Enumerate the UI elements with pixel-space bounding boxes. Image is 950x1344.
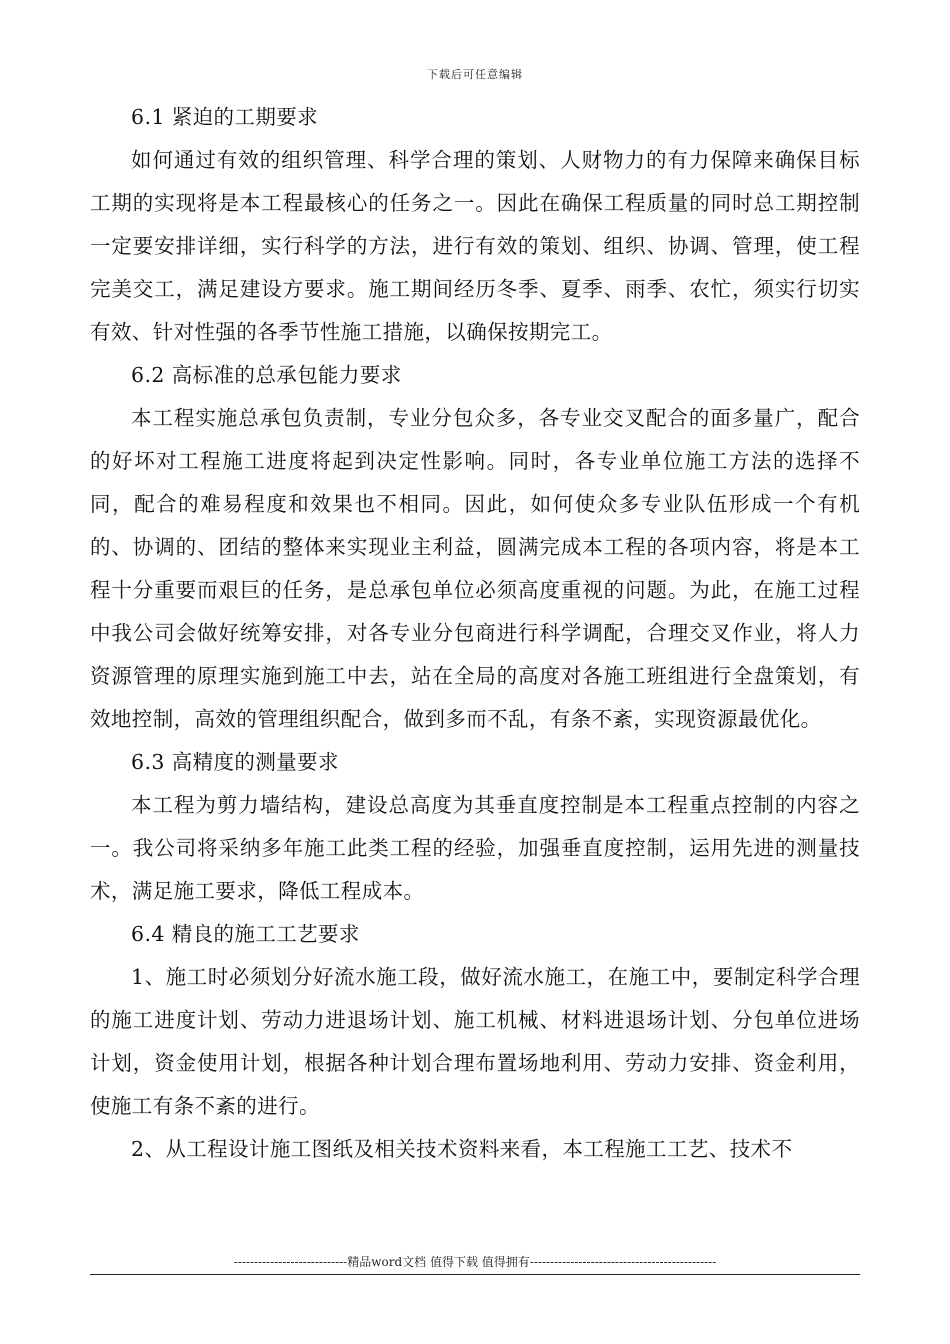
section-6-2-paragraph: 本工程实施总承包负责制，专业分包众多，各专业交叉配合的面多量广，配合的好坏对工程施工进度将起到决定性影响。同时，各专业单位施工方法的选择不同，配合的难易程度和效果也不相同。因此，如何使众多专业队伍形成一个有机的、协调的、团结的整体来实现业主利益，圆满完成本工程的各项内容，将是本工程十分重要而艰巨的任务，是总承包单位必须高度重视的问题。为此，在施工过程中我公司会做好统筹安排，对各专业分包商进行科学调配，合理交叉作业，将人力资源管理的原理实施到施工中去，站在全局的高度对各施工班组进行全盘策划，有效地控制，高效的管理组织配合，做到多而不乱，有条不紊，实现资源最优化。: [90, 406, 860, 731]
section-heading-6-2: 6.2 高标准的总承包能力要求: [131, 363, 402, 387]
section-6-4-paragraph-1: 1、施工时必须划分好流水施工段，做好流水施工，在施工中，要制定科学合理的施工进度计划、劳动力进退场计划、施工机械、材料进退场计划、分包单位进场计划，资金使用计划，根据各种计划合理布置场地利用、劳动力安排、资金利用，使施工有条不紊的进行。: [90, 965, 860, 1118]
section-heading-6-1: 6.1 紧迫的工期要求: [131, 105, 319, 129]
footer-divider: [90, 1274, 860, 1275]
section-6-3-paragraph: 本工程为剪力墙结构，建设总高度为其垂直度控制是本工程重点控制的内容之一。我公司将采纳多年施工此类工程的经验，加强垂直度控制，运用先进的测量技术，满足施工要求，降低工程成本。: [90, 793, 860, 903]
section-heading-6-3: 6.3 高精度的测量要求: [131, 750, 339, 774]
document-body: [90, 96, 860, 1171]
section-6-1-paragraph: 如何通过有效的组织管理、科学合理的策划、人财物力的有力保障来确保目标工期的实现将是本工程最核心的任务之一。因此在确保工程质量的同时总工期控制一定要安排详细，实行科学的方法，进行有效的策划、组织、协调、管理，使工程完美交工，满足建设方要求。施工期间经历冬季、夏季、雨季、农忙，须实行切实有效、针对性强的各季节性施工措施，以确保按期完工。: [90, 148, 860, 344]
section-heading-6-4: 6.4 精良的施工工艺要求: [131, 922, 360, 946]
page-footer-text: ----------------------------精品word文档 值得下载 值得拥有----------------------------------------------: [233, 1255, 717, 1269]
page-header-note: 下载后可任意编辑: [427, 68, 523, 81]
section-6-4-paragraph-2: 2、从工程设计施工图纸及相关技术资料来看，本工程施工工艺、技术不: [131, 1137, 793, 1161]
